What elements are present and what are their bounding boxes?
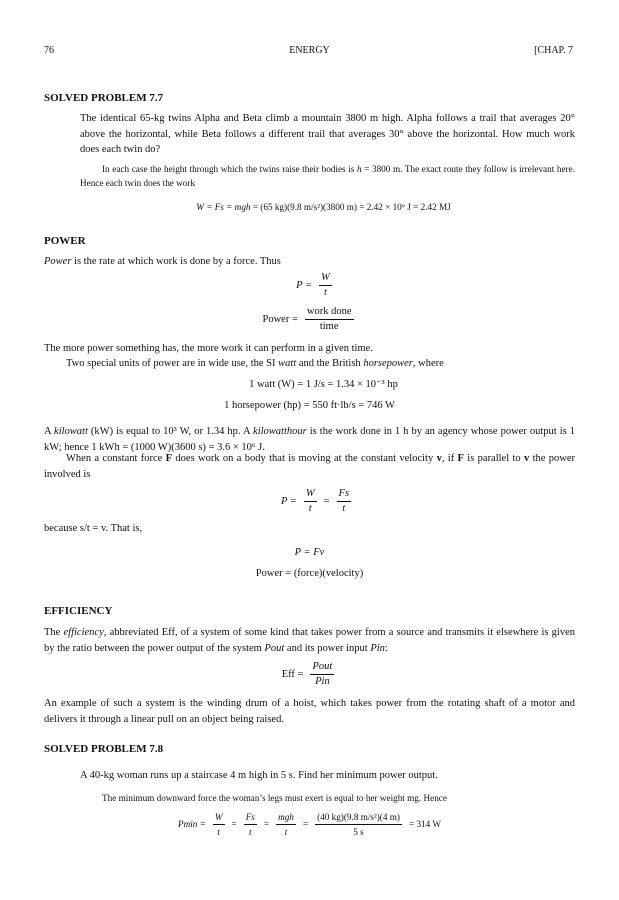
page-number: 76 xyxy=(44,45,54,56)
problem-7-7-solution: In each case the height through which the twins raise their bodies is h = 3800 m. The exact route they follow is irrelevant here. Hence each twin does the work xyxy=(80,164,575,188)
power-paragraph-3: A kilowatt (kW) is equal to 10³ W, or 1.34 hp. A kilowatthour is the work done in 1 h by an agency whose power output is 1 kW; hence 1 kWh = (1000 W)(3600 s) = 3.6 × 10⁶ J. xyxy=(44,426,575,453)
because-line: because s/t = v. That is, xyxy=(44,523,143,534)
problem-7-7-equation: W = Fs = mgh = (65 kg)(9.8 m/s²)(3800 m) = 2.42 × 10⁶ J = 2.42 MJ xyxy=(196,202,451,212)
problem-7-7-question: The identical 65-kg twins Alpha and Beta climb a mountain 3800 m high. Alpha follows a trail that averages 20° above the horizontal, while Beta follows a different trail that averages 30° above the horizontal. How much work does each twin do? xyxy=(80,113,575,155)
problem-7-8-question: A 40-kg woman runs up a staircase 4 m high in 5 s. Find her minimum power output. xyxy=(80,770,438,781)
power-equation-symbolic: P = $\frac{W}{t}$ xyxy=(296,272,330,298)
power-equation-words: Power = $\frac{\text{work done}}{\text{time}}$ xyxy=(262,306,352,332)
efficiency-paragraph-2: An example of such a system is the winding drum of a hoist, which takes power from the rotating shaft of a motor and delivers it through a linear pull on an object being raised. xyxy=(44,698,575,725)
power-velocity-words: Power = (force)(velocity) xyxy=(255,568,364,579)
power-force-equation: P = $\frac{W}{t}$ = $\frac{Fs}{t}$ xyxy=(280,488,350,514)
problem-7-8-solution: The minimum downward force the woman’s legs must exert is equal to her weight mg. Hence xyxy=(102,793,447,803)
problem-7-7-heading: SOLVED PROBLEM 7.7 xyxy=(44,92,164,104)
efficiency-heading: EFFICIENCY xyxy=(44,605,113,617)
efficiency-paragraph-1: The efficiency, abbreviated Eff, of a system of some kind that takes power from a source and transmits it elsewhere is given by the ratio between the power output of the system Pout and its power input Pin: xyxy=(44,627,575,654)
power-heading: POWER xyxy=(44,235,86,247)
power-velocity-equation: P = Fv xyxy=(294,547,325,558)
problem-7-8-equation: Pmin = $\frac{W}{t}$ = $\frac{Fs}{t}$ = $\frac{\text{mgh}}{t}$ = $\frac{\text{(40 kg)(9.8 m/s²)(4 m)}}{5 s}$ = 314 W xyxy=(177,812,442,837)
horsepower-definition: 1 horsepower (hp) = 550 ft·lb/s = 746 W xyxy=(224,400,395,411)
power-paragraph-2: Two special units of power are in wide use, the SI watt and the British horsepower, where xyxy=(66,358,444,369)
running-title: ENERGY xyxy=(289,45,330,56)
chapter-label: [CHAP. 7 xyxy=(534,45,573,56)
problem-7-8-heading: SOLVED PROBLEM 7.8 xyxy=(44,743,164,755)
power-paragraph-1: The more power something has, the more work it can perform in a given time. xyxy=(44,343,373,354)
efficiency-equation: Eff = $\frac{\text{Pout}}{\text{Pin}}$ xyxy=(281,661,333,687)
power-paragraph-4: When a constant force F does work on a body that is moving at the constant velocity v, if F is parallel to v the power involved is xyxy=(44,453,575,480)
watt-definition: 1 watt (W) = 1 J/s = 1.34 × 10⁻³ hp xyxy=(249,379,398,390)
power-intro: Power is the rate at which work is done by a force. Thus xyxy=(44,256,281,267)
